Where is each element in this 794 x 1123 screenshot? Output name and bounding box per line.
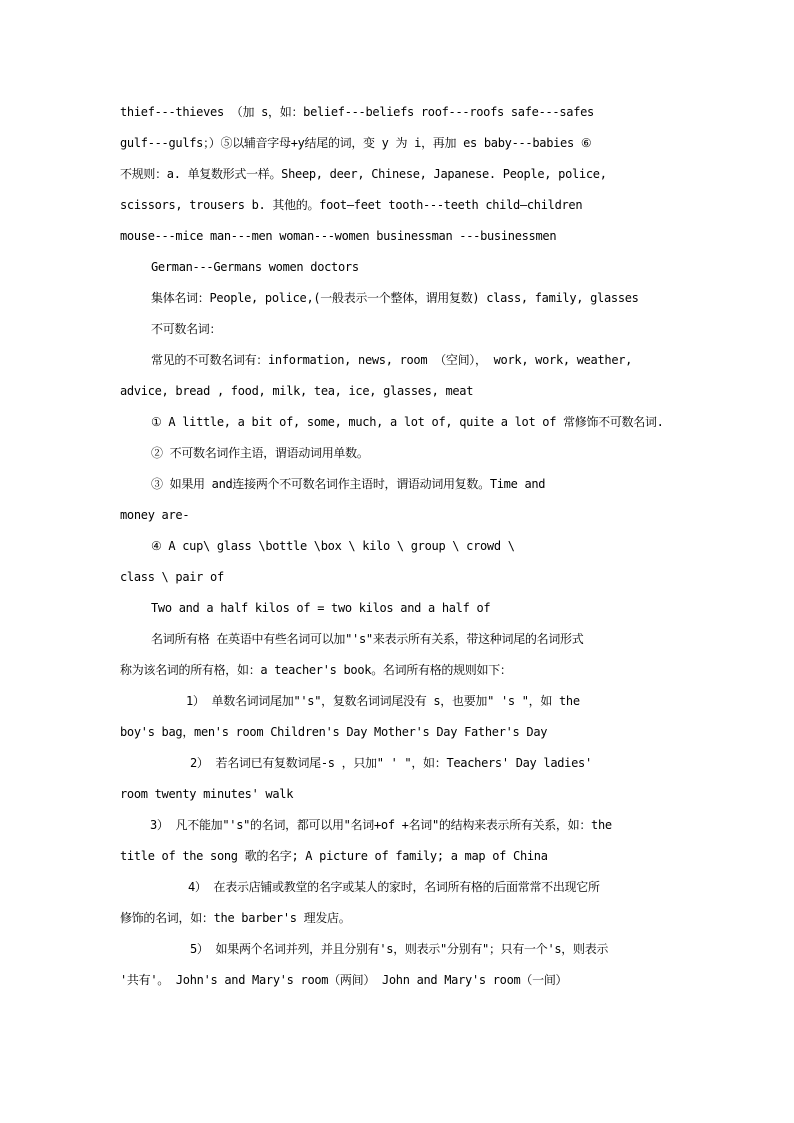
- text-line: class \ pair of: [120, 570, 224, 584]
- text-line: scissors, trousers b. 其他的。foot—feet tooth---teeth child—children: [120, 198, 583, 212]
- text-line: 不可数名词：: [151, 322, 222, 336]
- text-line: 常见的不可数名词有：information, news, room （空间）， work, work, weather,: [151, 353, 633, 367]
- text-line: 3） 凡不能加"'s"的名词，都可以用"名词+of +名词"的结构来表示所有关系，如：the: [150, 818, 612, 832]
- text-line: German---Germans women doctors: [151, 260, 359, 274]
- text-line: advice, bread , food, milk, tea, ice, glasses, meat: [120, 384, 474, 398]
- text-line: 4） 在表示店铺或教堂的名字或某人的家时，名词所有格的后面常常不出现它所: [188, 880, 600, 894]
- text-line: Two and a half kilos of = two kilos and a half of: [151, 601, 491, 615]
- text-line: money are-: [120, 508, 190, 522]
- text-line: thief---thieves （加 s，如：belief---beliefs roof---roofs safe---safes: [120, 105, 594, 119]
- text-line: '共有'。 John's and Mary's room（两间） John and Mary's room（一间）: [120, 973, 568, 987]
- text-line: ② 不可数名词作主语，谓语动词用单数。: [151, 446, 369, 460]
- text-line: 修饰的名词，如：the barber's 理发店。: [120, 911, 351, 925]
- text-line: 名词所有格 在英语中有些名词可以加"'s"来表示所有关系，带这种词尾的名词形式: [151, 632, 584, 646]
- text-line: 5） 如果两个名词并列，并且分别有's，则表示"分别有"；只有一个's，则表示: [190, 942, 609, 956]
- text-line: ① A little, a bit of, some, much, a lot of, quite a lot of 常修饰不可数名词.: [151, 415, 664, 429]
- text-line: title of the song 歌的名字; A picture of family; a map of China: [120, 849, 548, 863]
- text-line: room twenty minutes' walk: [120, 787, 294, 801]
- text-line: 2） 若名词已有复数词尾-s ，只加" ' "，如：Teachers' Day ladies': [190, 756, 592, 770]
- text-line: 称为该名词的所有格，如：a teacher's book。名词所有格的规则如下：: [120, 663, 512, 677]
- document-page: [120, 97, 676, 996]
- text-line: ③ 如果用 and连接两个不可数名词作主语时，谓语动词用复数。Time and: [151, 477, 546, 491]
- text-line: gulf---gulfs；）⑤以辅音字母+y结尾的词，变 y 为 i，再加 es baby---babies ⑥: [120, 136, 592, 150]
- text-line: mouse---mice man---men woman---women businessman ---businessmen: [120, 229, 557, 243]
- text-line: 集体名词：People, police,(一般表示一个整体，谓用复数) class, family, glasses: [151, 291, 639, 305]
- text-line: ④ A cup\ glass \bottle \box \ kilo \ group \ crowd \: [151, 539, 515, 553]
- text-line: boy's bag，men's room Children's Day Mother's Day Father's Day: [120, 725, 548, 739]
- text-line: 不规则：a. 单复数形式一样。Sheep, deer, Chinese, Japanese. People, police,: [120, 167, 607, 181]
- text-line: 1） 单数名词词尾加"'s"，复数名词词尾没有 s，也要加" 's "，如 the: [186, 694, 580, 708]
